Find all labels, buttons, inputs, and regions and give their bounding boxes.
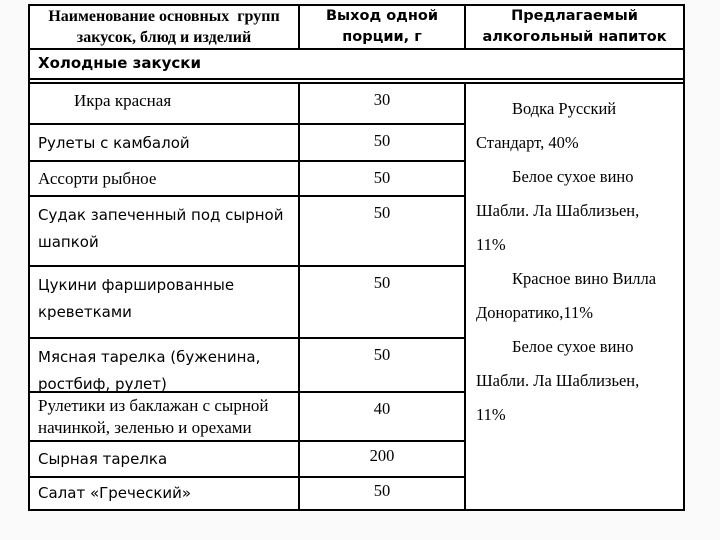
table-row xyxy=(30,267,466,339)
drink-line: Доноратико,11% xyxy=(476,303,593,322)
drink-line: 11% xyxy=(476,235,506,254)
drink-line: Шабли. Ла Шаблизьен, xyxy=(476,371,640,390)
portion-cell: 30 xyxy=(300,84,466,123)
dish-name: Мясная тарелка (буженина, xyxy=(38,348,261,366)
dish-name-cell xyxy=(30,442,300,476)
header-line: закусок, блюд и изделий xyxy=(76,29,252,46)
drink-line: Красное вино Вилла xyxy=(512,269,657,288)
header-line: Предлагаемый xyxy=(511,8,638,24)
drink-line: Водка Русский xyxy=(512,99,617,118)
drink-line: Белое сухое вино xyxy=(512,167,634,186)
menu-table xyxy=(28,4,685,511)
table-row xyxy=(30,393,466,442)
dish-name: Ассорти рыбное xyxy=(38,169,157,188)
portion-cell: 200 xyxy=(300,442,466,476)
portion-cell: 50 xyxy=(300,267,466,337)
header-line: Наименование основных групп xyxy=(48,8,280,25)
drink-item xyxy=(476,92,675,160)
table-row xyxy=(30,478,466,509)
drink-line: 11% xyxy=(476,405,506,424)
table-row xyxy=(30,339,466,393)
dish-name: Цукини фаршированные xyxy=(38,276,235,294)
header-cell-dish-group xyxy=(30,6,300,48)
portion-cell: 50 xyxy=(300,162,466,195)
dish-name: Рулетики из баклажан с сырной xyxy=(38,396,269,415)
dish-name-cell xyxy=(30,197,300,265)
dish-name: ростбиф, рулет) xyxy=(38,375,167,391)
drink-item xyxy=(476,330,675,432)
dish-name: креветками xyxy=(38,303,132,321)
portion-cell: 50 xyxy=(300,478,466,509)
dish-name: Сырная тарелка xyxy=(38,450,168,468)
portion-cell: 50 xyxy=(300,125,466,160)
dish-name-cell xyxy=(30,478,300,509)
drink-line: Белое сухое вино xyxy=(512,337,634,356)
header-cell-portion xyxy=(300,6,466,48)
table-row xyxy=(30,84,466,125)
portion-cell: 40 xyxy=(300,393,466,440)
drink-item xyxy=(476,160,675,262)
dish-name-cell xyxy=(30,339,300,391)
drink-item xyxy=(476,262,675,330)
dish-name-cell xyxy=(30,267,300,337)
table-row xyxy=(30,162,466,197)
header-line: порции, г xyxy=(342,29,422,45)
portion-cell: 50 xyxy=(300,197,466,265)
drink-line: Шабли. Ла Шаблизьен, xyxy=(476,201,640,220)
header-line: алкогольный напиток xyxy=(482,29,667,45)
dish-name: Салат «Греческий» xyxy=(38,484,192,502)
table-header-row xyxy=(30,6,683,50)
dish-name-cell xyxy=(30,84,300,123)
drinks-cell xyxy=(466,84,683,509)
dish-name: Рулеты с камбалой xyxy=(38,134,190,152)
dish-name: Икра красная xyxy=(74,91,172,110)
table-row xyxy=(30,197,466,267)
dish-name-cell xyxy=(30,393,300,440)
dish-name: шапкой xyxy=(38,233,99,251)
dish-name-cell xyxy=(30,125,300,160)
dish-name: Судак запеченный под сырной xyxy=(38,206,284,224)
header-cell-drink xyxy=(466,6,683,48)
dish-name: начинкой, зеленью и орехами xyxy=(38,418,252,437)
portion-cell: 50 xyxy=(300,339,466,391)
header-line: Выход одной xyxy=(325,8,439,24)
table-row xyxy=(30,442,466,478)
table-row xyxy=(30,125,466,162)
drink-line: Стандарт, 40% xyxy=(476,133,579,152)
dish-rows xyxy=(30,84,466,509)
dish-name-cell xyxy=(30,162,300,195)
table-body xyxy=(30,84,683,509)
section-title-cold-appetizers: Холодные закуски xyxy=(30,50,683,80)
